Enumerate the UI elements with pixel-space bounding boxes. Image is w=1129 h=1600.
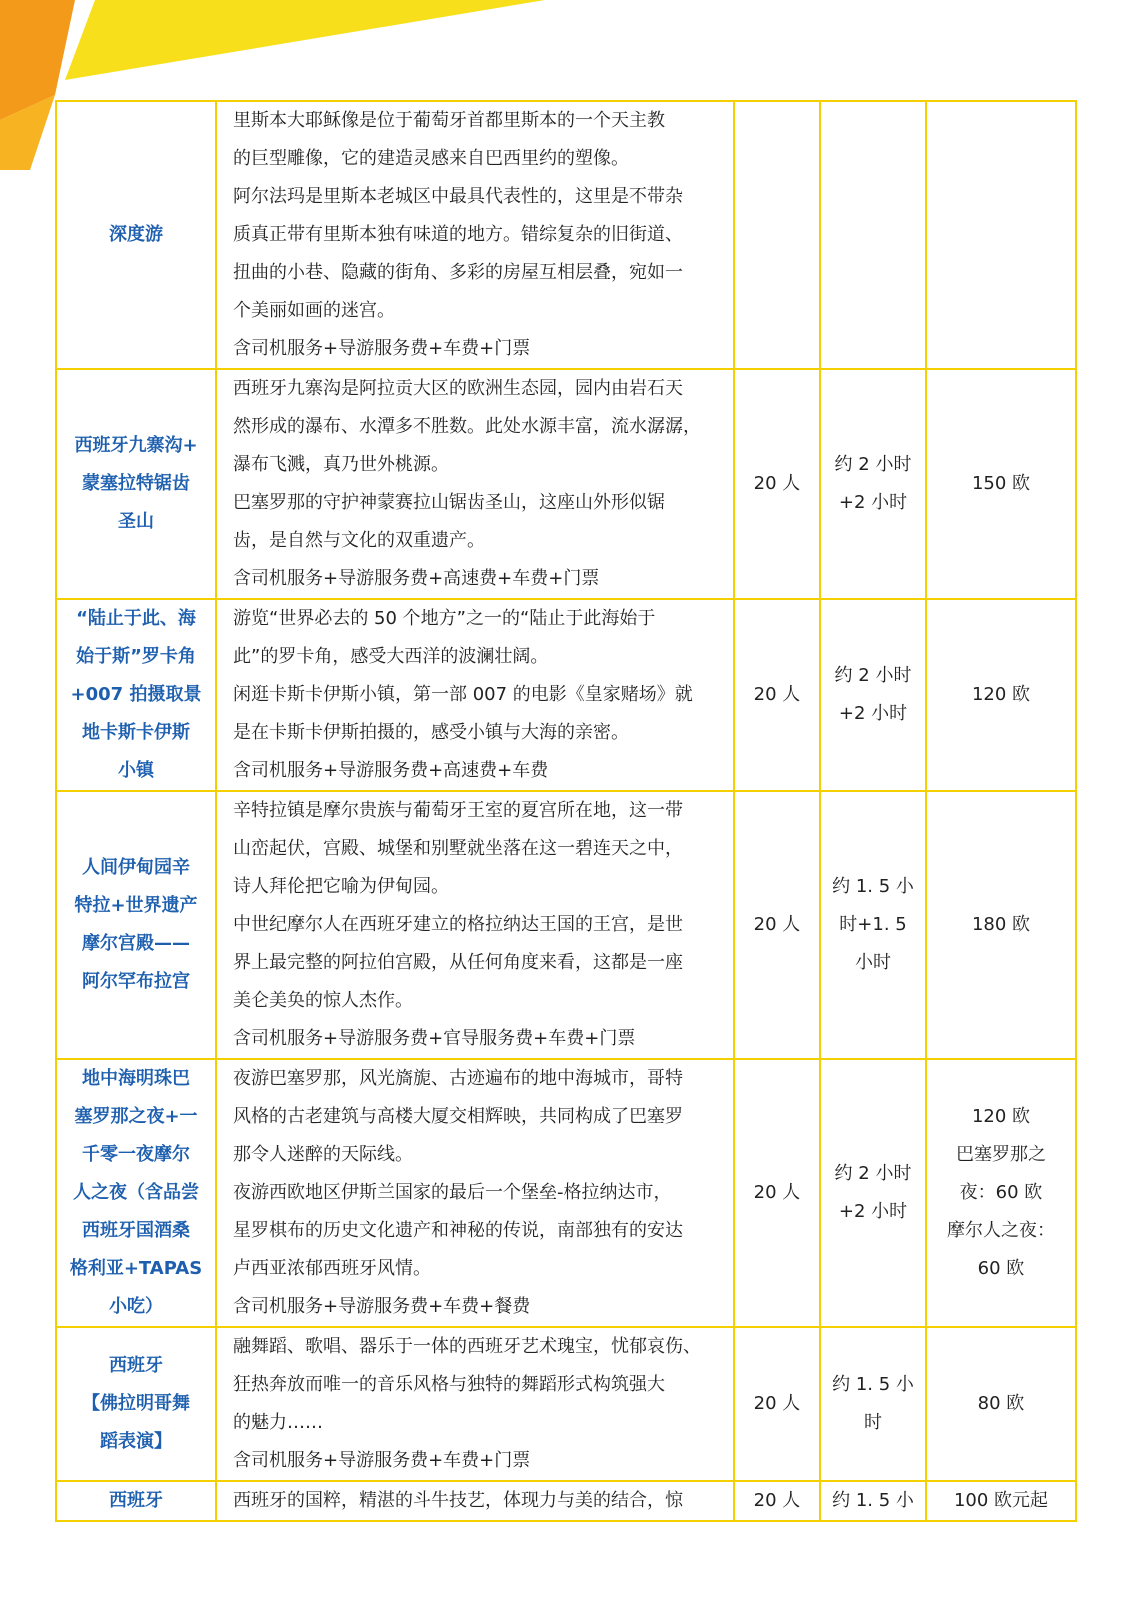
price-line: 巴塞罗那之: [956, 1144, 1046, 1165]
tour-name-line: 摩尔宫殿——: [82, 933, 190, 954]
description-line: 里斯本大耶稣像是位于葡萄牙首都里斯本的一个天主教: [233, 110, 665, 131]
yellow-stripe: [65, 0, 545, 80]
table-row: [56, 1481, 1076, 1521]
tour-name-line: +007 拍摄取景: [70, 684, 202, 705]
description-line: 齿，是自然与文化的双重遗产。: [233, 530, 485, 551]
tour-description: [216, 101, 734, 369]
description-line: 星罗棋布的历史文化遗产和神秘的传说，南部独有的安达: [233, 1220, 683, 1241]
duration: [820, 599, 926, 791]
tour-description: [216, 1059, 734, 1327]
tour-description: [216, 791, 734, 1059]
description-line: 是在卡斯卡伊斯拍摄的，感受小镇与大海的亲密。: [233, 722, 629, 743]
description-line: 狂热奔放而唯一的音乐风格与独特的舞蹈形式构筑强大: [233, 1374, 665, 1395]
duration: [820, 369, 926, 599]
tour-name-line: 西班牙: [109, 1355, 163, 1376]
group-size: 20 人: [734, 1059, 820, 1327]
tour-name-line: 深度游: [109, 224, 163, 245]
duration-line: 约 1. 5 小: [832, 876, 914, 897]
description-line: 含司机服务+导游服务费+高速费+车费: [233, 760, 549, 781]
tour-name: [56, 1327, 216, 1481]
description-line: 游览“世界必去的 50 个地方”之一的“陆止于此海始于: [233, 608, 656, 629]
table-row: [56, 1327, 1076, 1481]
duration-line: 约 2 小时: [834, 1163, 912, 1184]
table-row: [56, 791, 1076, 1059]
price-line: 120 欧: [971, 684, 1031, 705]
price: [926, 1059, 1076, 1327]
duration: [820, 1327, 926, 1481]
duration: [820, 791, 926, 1059]
tour-name-line: 千零一夜摩尔: [82, 1144, 190, 1165]
tour-name-line: 西班牙: [109, 1490, 163, 1511]
description-line: 辛特拉镇是摩尔贵族与葡萄牙王室的夏宫所在地，这一带: [233, 800, 683, 821]
tour-description: [216, 1327, 734, 1481]
duration-line: 小时: [855, 952, 891, 973]
price: [926, 1481, 1076, 1521]
tour-name-line: 塞罗那之夜+一: [74, 1106, 198, 1127]
price-line: 60 欧: [977, 1258, 1025, 1279]
tour-name-line: 蹈表演】: [100, 1431, 172, 1452]
description-line: 巴塞罗那的守护神蒙赛拉山锯齿圣山，这座山外形似锯: [233, 492, 665, 513]
price: [926, 101, 1076, 369]
tour-name-line: 阿尔罕布拉宫: [82, 971, 190, 992]
description-line: 美仑美奂的惊人杰作。: [233, 990, 413, 1011]
table-row: [56, 1059, 1076, 1327]
tour-name-line: 人之夜（含品尝: [73, 1182, 199, 1203]
tour-name-line: 圣山: [118, 511, 154, 532]
tour-name: [56, 369, 216, 599]
tour-name-line: 小吃）: [109, 1296, 163, 1317]
group-size: [734, 101, 820, 369]
price-line: 150 欧: [971, 473, 1031, 494]
tour-description: [216, 1481, 734, 1521]
tour-price-table: [55, 100, 1077, 1522]
tour-name-line: 格利亚+TAPAS: [69, 1258, 203, 1279]
group-size: 20 人: [734, 1481, 820, 1521]
duration-line: 约 1. 5 小: [832, 1490, 914, 1511]
tour-name-line: 特拉+世界遗产: [74, 895, 198, 916]
price-line: 180 欧: [971, 914, 1031, 935]
tour-name-line: 地中海明珠巴: [82, 1068, 190, 1089]
price: [926, 1327, 1076, 1481]
description-line: 瀑布飞溅，真乃世外桃源。: [233, 454, 449, 475]
tour-name: [56, 1481, 216, 1521]
tour-name-line: 小镇: [118, 760, 154, 781]
price: [926, 369, 1076, 599]
description-line: 然形成的瀑布、水潭多不胜数。此处水源丰富，流水潺潺，: [233, 416, 701, 437]
duration: [820, 1059, 926, 1327]
description-line: 个美丽如画的迷宫。: [233, 300, 395, 321]
tour-name-line: 西班牙九寨沟+: [74, 435, 198, 456]
group-size: 20 人: [734, 369, 820, 599]
tour-description: [216, 369, 734, 599]
tour-name: [56, 791, 216, 1059]
duration: [820, 1481, 926, 1521]
description-line: 中世纪摩尔人在西班牙建立的格拉纳达王国的王宫，是世: [233, 914, 683, 935]
description-line: 闲逛卡斯卡伊斯小镇，第一部 007 的电影《皇家赌场》就: [233, 684, 693, 705]
description-line: 质真正带有里斯本独有味道的地方。错综复杂的旧街道、: [233, 224, 683, 245]
tour-name: [56, 101, 216, 369]
duration-line: 时: [864, 1412, 882, 1433]
description-line: 含司机服务+导游服务费+车费+门票: [233, 1450, 531, 1471]
duration-line: 约 1. 5 小: [832, 1374, 914, 1395]
tour-name-line: 地卡斯卡伊斯: [82, 722, 190, 743]
duration-line: 约 2 小时: [834, 454, 912, 475]
description-line: 含司机服务+导游服务费+官导服务费+车费+门票: [233, 1028, 636, 1049]
tour-name: [56, 599, 216, 791]
duration: [820, 101, 926, 369]
price-line: 摩尔人之夜：: [947, 1220, 1055, 1241]
description-line: 含司机服务+导游服务费+车费+门票: [233, 338, 531, 359]
description-line: 融舞蹈、歌唱、器乐于一体的西班牙艺术瑰宝，忧郁哀伤、: [233, 1336, 701, 1357]
description-line: 界上最完整的阿拉伯宫殿，从任何角度来看，这都是一座: [233, 952, 683, 973]
tour-name-line: 人间伊甸园辛: [82, 857, 190, 878]
tour-description: [216, 599, 734, 791]
description-line: 此”的罗卡角，感受大西洋的波澜壮阔。: [233, 646, 549, 667]
duration-line: +2 小时: [838, 703, 908, 724]
group-size: 20 人: [734, 1327, 820, 1481]
tour-name: [56, 1059, 216, 1327]
description-line: 夜游西欧地区伊斯兰国家的最后一个堡垒-格拉纳达市，: [233, 1182, 672, 1203]
description-line: 卢西亚浓郁西班牙风情。: [233, 1258, 431, 1279]
duration-line: +2 小时: [838, 492, 908, 513]
table-row: [56, 101, 1076, 369]
duration-line: 约 2 小时: [834, 665, 912, 686]
tour-name-line: “陆止于此、海: [76, 608, 196, 629]
group-size: 20 人: [734, 599, 820, 791]
price-line: 夜：60 欧: [959, 1182, 1043, 1203]
duration-line: 时+1. 5: [839, 914, 907, 935]
duration-line: +2 小时: [838, 1201, 908, 1222]
tour-name-line: 【佛拉明哥舞: [82, 1393, 190, 1414]
description-line: 含司机服务+导游服务费+车费+餐费: [233, 1296, 531, 1317]
table-row: [56, 599, 1076, 791]
group-size: 20 人: [734, 791, 820, 1059]
price-line: 80 欧: [977, 1393, 1025, 1414]
description-line: 的魅力……: [233, 1412, 323, 1433]
description-line: 山峦起伏，宫殿、城堡和别墅就坐落在这一碧连天之中，: [233, 838, 683, 859]
tour-name-line: 西班牙国酒桑: [82, 1220, 190, 1241]
description-line: 扭曲的小巷、隐藏的街角、多彩的房屋互相层叠，宛如一: [233, 262, 683, 283]
description-line: 诗人拜伦把它喻为伊甸园。: [233, 876, 449, 897]
description-line: 夜游巴塞罗那，风光旖旎、古迹遍布的地中海城市，哥特: [233, 1068, 683, 1089]
description-line: 的巨型雕像，它的建造灵感来自巴西里约的塑像。: [233, 148, 629, 169]
description-line: 西班牙的国粹，精湛的斗牛技艺，体现力与美的结合，惊: [233, 1490, 683, 1511]
description-line: 阿尔法玛是里斯本老城区中最具代表性的，这里是不带杂: [233, 186, 683, 207]
description-line: 风格的古老建筑与高楼大厦交相辉映，共同构成了巴塞罗: [233, 1106, 683, 1127]
price: [926, 599, 1076, 791]
description-line: 西班牙九寨沟是阿拉贡大区的欧洲生态园，园内由岩石天: [233, 378, 683, 399]
table-row: [56, 369, 1076, 599]
price-line: 120 欧: [971, 1106, 1031, 1127]
price-line: 100 欧元起: [953, 1490, 1049, 1511]
tour-name-line: 蒙塞拉特锯齿: [82, 473, 190, 494]
price: [926, 791, 1076, 1059]
description-line: 含司机服务+导游服务费+高速费+车费+门票: [233, 568, 600, 589]
description-line: 那令人迷醉的天际线。: [233, 1144, 413, 1165]
tour-name-line: 始于斯”罗卡角: [76, 646, 196, 667]
